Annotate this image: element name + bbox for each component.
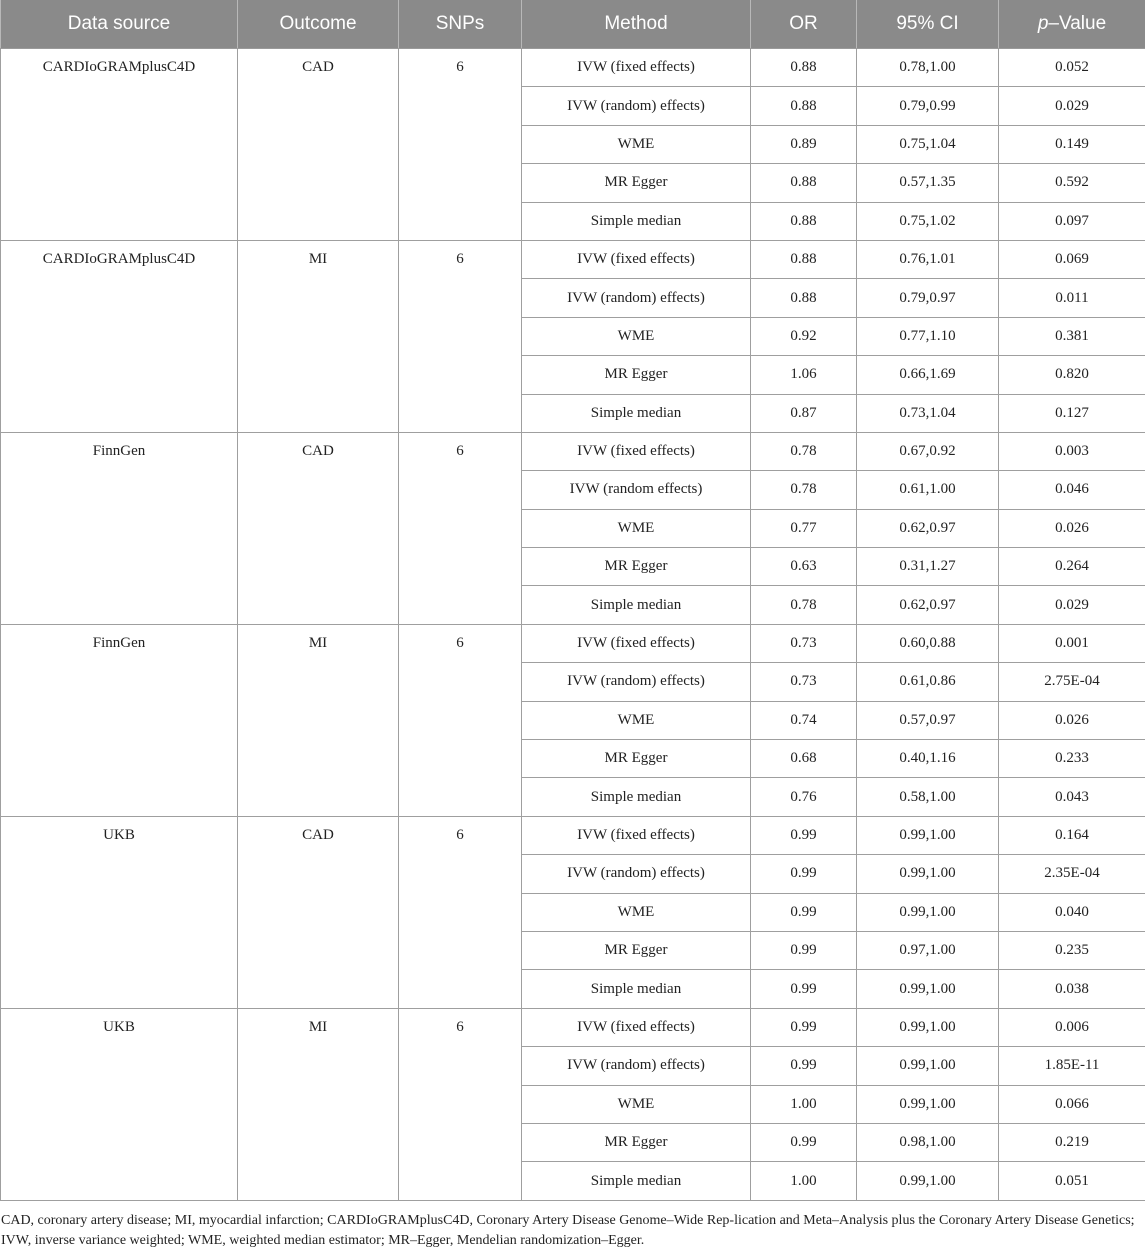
cell-p-value: 0.592	[999, 164, 1145, 202]
header-method: Method	[522, 0, 751, 49]
cell-outcome: CAD	[238, 49, 399, 241]
cell-or: 1.00	[751, 1085, 857, 1123]
cell-method: WME	[522, 317, 751, 355]
cell-method: Simple median	[522, 778, 751, 816]
table-row	[1, 432, 1145, 470]
cell-outcome: CAD	[238, 816, 399, 1008]
cell-p-value: 0.164	[999, 816, 1145, 854]
cell-ci: 0.99,1.00	[857, 1008, 999, 1046]
cell-ci: 0.40,1.16	[857, 740, 999, 778]
cell-method: Simple median	[522, 970, 751, 1008]
cell-ci: 0.67,0.92	[857, 432, 999, 470]
table-row	[1, 49, 1145, 87]
header-or: OR	[751, 0, 857, 49]
cell-method: WME	[522, 509, 751, 547]
cell-method: IVW (random) effects)	[522, 279, 751, 317]
cell-ci: 0.73,1.04	[857, 394, 999, 432]
cell-method: Simple median	[522, 202, 751, 240]
cell-or: 0.78	[751, 586, 857, 624]
cell-ci: 0.99,1.00	[857, 855, 999, 893]
header-outcome: Outcome	[238, 0, 399, 49]
cell-method: WME	[522, 1085, 751, 1123]
header-p-suffix: –Value	[1048, 13, 1106, 34]
cell-ci: 0.99,1.00	[857, 1047, 999, 1085]
cell-ci: 0.57,0.97	[857, 701, 999, 739]
cell-ci: 0.98,1.00	[857, 1123, 999, 1161]
cell-ci: 0.99,1.00	[857, 1085, 999, 1123]
header-row	[1, 0, 1145, 49]
cell-or: 0.76	[751, 778, 857, 816]
cell-or: 0.78	[751, 471, 857, 509]
cell-or: 0.87	[751, 394, 857, 432]
header-data-source: Data source	[1, 0, 238, 49]
header-snps: SNPs	[399, 0, 522, 49]
cell-p-value: 0.043	[999, 778, 1145, 816]
cell-outcome: MI	[238, 1008, 399, 1200]
cell-p-value: 0.011	[999, 279, 1145, 317]
cell-or: 0.88	[751, 240, 857, 278]
header-p-italic: p	[1038, 13, 1049, 34]
cell-or: 0.77	[751, 509, 857, 547]
cell-method: Simple median	[522, 586, 751, 624]
cell-ci: 0.66,1.69	[857, 356, 999, 394]
cell-ci: 0.60,0.88	[857, 624, 999, 662]
cell-ci: 0.99,1.00	[857, 816, 999, 854]
cell-method: MR Egger	[522, 356, 751, 394]
cell-snps: 6	[399, 432, 522, 624]
cell-ci: 0.99,1.00	[857, 970, 999, 1008]
cell-ci: 0.58,1.00	[857, 778, 999, 816]
cell-p-value: 0.052	[999, 49, 1145, 87]
cell-method: IVW (random) effects)	[522, 1047, 751, 1085]
cell-method: IVW (fixed effects)	[522, 624, 751, 662]
cell-method: IVW (random) effects)	[522, 663, 751, 701]
cell-method: IVW (random) effects)	[522, 855, 751, 893]
cell-or: 0.63	[751, 548, 857, 586]
table-row	[1, 624, 1145, 662]
cell-method: IVW (fixed effects)	[522, 49, 751, 87]
cell-method: MR Egger	[522, 1123, 751, 1161]
table-body	[1, 49, 1145, 1201]
cell-or: 0.88	[751, 87, 857, 125]
cell-p-value: 0.040	[999, 893, 1145, 931]
cell-p-value: 0.001	[999, 624, 1145, 662]
cell-ci: 0.99,1.00	[857, 1162, 999, 1200]
cell-p-value: 2.75E-04	[999, 663, 1145, 701]
header-ci: 95% CI	[857, 0, 999, 49]
cell-ci: 0.78,1.00	[857, 49, 999, 87]
cell-p-value: 0.038	[999, 970, 1145, 1008]
cell-method: IVW (fixed effects)	[522, 816, 751, 854]
cell-ci: 0.61,1.00	[857, 471, 999, 509]
cell-or: 0.99	[751, 855, 857, 893]
header-p-value	[999, 0, 1145, 49]
cell-or: 0.73	[751, 624, 857, 662]
cell-method: WME	[522, 125, 751, 163]
cell-or: 0.99	[751, 1047, 857, 1085]
cell-data-source: UKB	[1, 1008, 238, 1200]
cell-method: IVW (fixed effects)	[522, 240, 751, 278]
cell-ci: 0.79,0.97	[857, 279, 999, 317]
cell-data-source: CARDIoGRAMplusC4D	[1, 240, 238, 432]
cell-method: MR Egger	[522, 548, 751, 586]
cell-method: WME	[522, 893, 751, 931]
cell-or: 0.99	[751, 1123, 857, 1161]
cell-data-source: CARDIoGRAMplusC4D	[1, 49, 238, 241]
cell-snps: 6	[399, 624, 522, 816]
cell-p-value: 0.026	[999, 701, 1145, 739]
cell-p-value: 2.35E-04	[999, 855, 1145, 893]
cell-data-source: FinnGen	[1, 432, 238, 624]
cell-or: 0.99	[751, 1008, 857, 1046]
cell-snps: 6	[399, 49, 522, 241]
cell-ci: 0.76,1.01	[857, 240, 999, 278]
cell-or: 0.99	[751, 816, 857, 854]
cell-method: Simple median	[522, 1162, 751, 1200]
cell-outcome: MI	[238, 240, 399, 432]
cell-or: 0.99	[751, 970, 857, 1008]
cell-method: IVW (random effects)	[522, 471, 751, 509]
cell-ci: 0.77,1.10	[857, 317, 999, 355]
table-row	[1, 816, 1145, 854]
cell-method: MR Egger	[522, 740, 751, 778]
cell-ci: 0.97,1.00	[857, 931, 999, 969]
cell-snps: 6	[399, 816, 522, 1008]
cell-p-value: 0.051	[999, 1162, 1145, 1200]
cell-method: IVW (random) effects)	[522, 87, 751, 125]
cell-p-value: 0.046	[999, 471, 1145, 509]
cell-p-value: 0.820	[999, 356, 1145, 394]
cell-p-value: 0.026	[999, 509, 1145, 547]
table-row	[1, 1008, 1145, 1046]
cell-or: 0.88	[751, 202, 857, 240]
cell-ci: 0.99,1.00	[857, 893, 999, 931]
cell-or: 1.06	[751, 356, 857, 394]
cell-p-value: 0.097	[999, 202, 1145, 240]
cell-ci: 0.75,1.02	[857, 202, 999, 240]
cell-ci: 0.57,1.35	[857, 164, 999, 202]
cell-or: 0.88	[751, 279, 857, 317]
cell-method: IVW (fixed effects)	[522, 432, 751, 470]
cell-or: 0.89	[751, 125, 857, 163]
cell-ci: 0.61,0.86	[857, 663, 999, 701]
cell-method: Simple median	[522, 394, 751, 432]
cell-ci: 0.75,1.04	[857, 125, 999, 163]
cell-p-value: 0.003	[999, 432, 1145, 470]
cell-ci: 0.31,1.27	[857, 548, 999, 586]
cell-outcome: CAD	[238, 432, 399, 624]
cell-outcome: MI	[238, 624, 399, 816]
cell-method: IVW (fixed effects)	[522, 1008, 751, 1046]
cell-p-value: 0.006	[999, 1008, 1145, 1046]
cell-p-value: 0.264	[999, 548, 1145, 586]
cell-p-value: 1.85E-11	[999, 1047, 1145, 1085]
cell-snps: 6	[399, 240, 522, 432]
cell-data-source: FinnGen	[1, 624, 238, 816]
cell-data-source: UKB	[1, 816, 238, 1008]
cell-p-value: 0.219	[999, 1123, 1145, 1161]
cell-ci: 0.79,0.99	[857, 87, 999, 125]
cell-or: 0.68	[751, 740, 857, 778]
cell-p-value: 0.235	[999, 931, 1145, 969]
cell-p-value: 0.066	[999, 1085, 1145, 1123]
cell-p-value: 0.233	[999, 740, 1145, 778]
cell-or: 0.99	[751, 893, 857, 931]
cell-or: 0.74	[751, 701, 857, 739]
table-header	[1, 0, 1145, 49]
cell-or: 0.73	[751, 663, 857, 701]
cell-method: WME	[522, 701, 751, 739]
cell-p-value: 0.029	[999, 87, 1145, 125]
cell-or: 0.88	[751, 49, 857, 87]
cell-or: 0.99	[751, 931, 857, 969]
table-row	[1, 240, 1145, 278]
cell-ci: 0.62,0.97	[857, 509, 999, 547]
cell-p-value: 0.029	[999, 586, 1145, 624]
cell-p-value: 0.127	[999, 394, 1145, 432]
cell-p-value: 0.069	[999, 240, 1145, 278]
table-footnote: CAD, coronary artery disease; MI, myocardial infarction; CARDIoGRAMplusC4D, Coronary Artery Disease Genome–Wide Rep-lication and Meta–Analysis plus the Coronary Artery Disease Genetics; IVW, inverse variance weighted; WME, weighted median estimator; MR–Egger, Mendelian randomization–Egger.	[1, 1211, 1141, 1251]
cell-p-value: 0.381	[999, 317, 1145, 355]
cell-ci: 0.62,0.97	[857, 586, 999, 624]
cell-method: MR Egger	[522, 164, 751, 202]
cell-p-value: 0.149	[999, 125, 1145, 163]
cell-or: 1.00	[751, 1162, 857, 1200]
cell-or: 0.78	[751, 432, 857, 470]
cell-snps: 6	[399, 1008, 522, 1200]
cell-method: MR Egger	[522, 931, 751, 969]
cell-or: 0.92	[751, 317, 857, 355]
cell-or: 0.88	[751, 164, 857, 202]
